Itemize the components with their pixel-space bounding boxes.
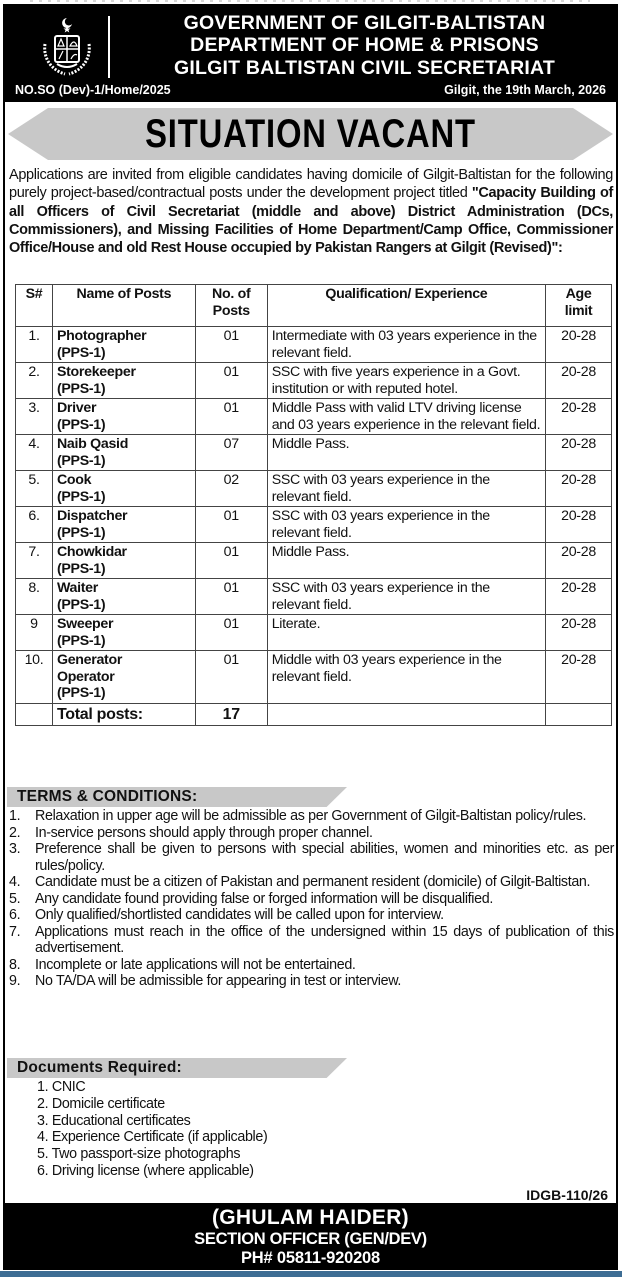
cell-no-of-posts: 01 (195, 651, 267, 704)
cell-no-of-posts: 07 (195, 435, 267, 471)
cell-age-limit: 20-28 (546, 615, 612, 651)
document-item: 6. Driving license (where applicable) (37, 1162, 254, 1179)
signatory-designation: SECTION OFFICER (GEN/DEV) (194, 1230, 427, 1248)
cell-qualification: Literate. (267, 615, 545, 651)
cell-age-limit: 20-28 (546, 579, 612, 615)
terms-item (9, 891, 614, 908)
cell-age-limit: 20-28 (546, 399, 612, 435)
terms-item (9, 924, 614, 957)
terms-item (9, 841, 614, 874)
post-grade: (PPS-1) (56, 452, 106, 469)
table-row (16, 579, 612, 615)
post-grade: (PPS-1) (56, 685, 106, 701)
cell-post-name (52, 399, 195, 435)
post-title: Waiter (56, 580, 98, 596)
cell-no-of-posts: 01 (195, 399, 267, 435)
cell-serial: 3. (16, 399, 53, 435)
terms-list (9, 808, 614, 990)
terms-item (9, 957, 614, 974)
terms-item-text: Only qualified/shortlisted candidates will be called upon for interview. (35, 907, 444, 923)
documents-list (37, 1079, 267, 1180)
terms-item-number: 1. (9, 808, 21, 824)
cell-age-limit: 20-28 (546, 471, 612, 507)
project-title: "Capacity Building of all Officers of Civil Secretariat (middle and above) District Administration (DCs, Commissioners), and Missing Facilities of Home Department/Camp Office, Commissioner Office/House and old Rest House occupied by Pakistan Rangers at Gilgit (Revised)": (9, 185, 613, 257)
cell-serial: 7. (16, 543, 53, 579)
post-grade: (PPS-1) (56, 524, 106, 541)
terms-heading-label: TERMS & CONDITIONS: (17, 788, 198, 805)
intro-paragraph (9, 166, 613, 257)
intro-text: Applications are invited from eligible candidates having domicile of Gilgit-Baltistan for the following purely project-based/contractual posts under the development project titled (9, 167, 613, 202)
cell-qualification: SSC with 03 years experience in the relevant field. (267, 579, 545, 615)
document-item: 1. CNIC (37, 1079, 86, 1095)
terms-item-text: Preference shall be given to persons with special abilities, women and minorities etc. as per rules/policy. (35, 841, 614, 874)
issue-date: Gilgit, the 19th March, 2026 (444, 83, 606, 97)
cell-post-name (52, 327, 195, 363)
cell-age-limit: 20-28 (546, 327, 612, 363)
terms-item-number: 8. (9, 956, 21, 973)
post-grade: (PPS-1) (56, 344, 106, 361)
cell-no-of-posts: 01 (195, 327, 267, 363)
post-grade: (PPS-1) (56, 380, 106, 397)
reference-number: NO.SO (Dev)-1/Home/2025 (15, 83, 171, 97)
table-row (16, 507, 612, 543)
signatory-name: (GHULAM HAIDER) (212, 1206, 409, 1229)
cell-no-of-posts: 01 (195, 579, 267, 615)
terms-item (9, 973, 614, 990)
cell-post-name (52, 543, 195, 579)
post-grade: (PPS-1) (56, 488, 106, 505)
cell-no-of-posts: 02 (195, 471, 267, 507)
post-grade: (PPS-1) (56, 632, 106, 649)
cell-serial: 4. (16, 435, 53, 471)
post-grade: (PPS-1) (56, 416, 106, 433)
cell-serial: 2. (16, 363, 53, 399)
documents-heading (7, 1058, 347, 1078)
cell-serial: 1. (16, 327, 53, 363)
table-row (16, 471, 612, 507)
cell-qualification: Middle Pass. (267, 543, 545, 579)
post-title: Photographer (56, 328, 147, 344)
table-row (16, 615, 612, 651)
post-grade: (PPS-1) (56, 560, 106, 577)
advertisement-frame (3, 4, 618, 1270)
cell-qualification: SSC with 03 years experience in the relevant field. (267, 507, 545, 543)
header-divider (108, 16, 110, 78)
cell-post-name (52, 579, 195, 615)
terms-item-number: 4. (9, 874, 21, 890)
cell-post-name (52, 471, 195, 507)
terms-item-number: 2. (9, 824, 21, 841)
total-value: 17 (195, 703, 267, 725)
terms-item-text: Incomplete or late applications will not be entertained. (35, 956, 356, 973)
table-row (16, 435, 612, 471)
terms-item (9, 874, 614, 891)
terms-item-number: 6. (9, 907, 21, 923)
table-row (16, 399, 612, 435)
government-emblem-icon (35, 14, 99, 78)
banner-title: SITUATION VACANT (145, 112, 476, 156)
cell-qualification: SSC with 03 years experience in the relevant field. (267, 471, 545, 507)
cell-qualification: SSC with five years experience in a Govt. institution or with reputed hotel. (267, 363, 545, 399)
terms-item-text: Candidate must be a citizen of Pakistan and permanent resident (domicile) of Gilgit-Baltistan. (35, 874, 591, 890)
cell-post-name (52, 507, 195, 543)
header-serial: S# (16, 285, 53, 327)
signatory-block (5, 1203, 616, 1268)
post-title: Naib Qasid (56, 436, 129, 452)
cell-no-of-posts: 01 (195, 543, 267, 579)
post-title: Storekeeper (56, 364, 136, 380)
cell-no-of-posts: 01 (195, 615, 267, 651)
cell-empty (546, 703, 612, 725)
header-age-limit (546, 285, 612, 327)
cell-post-name (52, 363, 195, 399)
total-label: Total posts: (52, 703, 195, 725)
cell-age-limit: 20-28 (546, 363, 612, 399)
table-row (16, 651, 612, 704)
ad-code: IDGB-110/26 (526, 1187, 608, 1203)
letterhead (5, 6, 616, 102)
document-item: 4. Experience Certificate (if applicable) (37, 1129, 268, 1146)
cell-post-name (52, 435, 195, 471)
cell-qualification: Middle Pass. (267, 435, 545, 471)
post-title: Sweeper (56, 616, 114, 632)
cell-no-of-posts: 01 (195, 363, 267, 399)
cell-serial: 9 (16, 615, 53, 651)
document-item: 2. Domicile certificate (37, 1095, 165, 1112)
cell-age-limit: 20-28 (546, 507, 612, 543)
terms-item-number: 3. (9, 841, 21, 857)
terms-item-text: No TA/DA will be admissible for appearing in test or interview. (35, 973, 401, 989)
post-title: Generator Operator (56, 652, 123, 685)
cell-empty (16, 703, 53, 725)
terms-item-text: Any candidate found providing false or forged information will be disqualified. (35, 890, 493, 907)
table-row (16, 543, 612, 579)
table-row (16, 363, 612, 399)
header-no-line1: No. of (212, 286, 251, 302)
terms-item-number: 9. (9, 973, 21, 989)
table-total-row (16, 703, 612, 725)
document-item: 5. Two passport-size photographs (37, 1146, 241, 1163)
bottom-edge-bar (0, 1271, 622, 1277)
terms-item-text: Applications must reach in the office of the undersigned within 15 days of publication of this advertisement. (35, 923, 614, 956)
cell-empty (267, 703, 545, 725)
cell-age-limit: 20-28 (546, 543, 612, 579)
post-grade: (PPS-1) (56, 596, 106, 613)
cell-age-limit: 20-28 (546, 435, 612, 471)
terms-item-text: Relaxation in upper age will be admissible as per Government of Gilgit-Baltistan policy/rules. (35, 808, 587, 824)
document-item: 3. Educational certificates (37, 1112, 191, 1129)
terms-item-number: 7. (9, 923, 21, 940)
documents-heading-label: Documents Required: (17, 1059, 182, 1076)
terms-item (9, 808, 614, 825)
cell-serial: 6. (16, 507, 53, 543)
post-title: Driver (56, 400, 97, 416)
cell-post-name (52, 651, 195, 704)
cell-serial: 5. (16, 471, 53, 507)
header-no-line2: Posts (212, 302, 250, 319)
terms-item-number: 5. (9, 890, 21, 907)
header-age-line1: Age (565, 286, 592, 302)
cell-qualification: Intermediate with 03 years experience in the relevant field. (267, 327, 545, 363)
terms-item-text: In-service persons should apply through proper channel. (35, 824, 373, 841)
header-age-line2: limit (564, 302, 593, 319)
header-no-of-posts (195, 285, 267, 327)
post-title: Cook (56, 472, 92, 488)
table-header-row (16, 285, 612, 327)
terms-heading (7, 787, 347, 807)
header-government: GOVERNMENT OF GILGIT-BALTISTAN (183, 12, 546, 34)
cell-no-of-posts: 01 (195, 507, 267, 543)
cell-serial: 10. (16, 651, 53, 704)
signatory-phone: PH# 05811-920208 (240, 1249, 380, 1267)
posts-table (15, 284, 612, 726)
header-name: Name of Posts (52, 285, 195, 327)
terms-item (9, 825, 614, 842)
post-title: Dispatcher (56, 508, 128, 524)
cell-age-limit: 20-28 (546, 651, 612, 704)
header-secretariat: GILGIT BALTISTAN CIVIL SECRETARIAT (174, 57, 555, 79)
cell-post-name (52, 615, 195, 651)
cell-qualification: Middle Pass with valid LTV driving license and 03 years experience in the relevant field. (267, 399, 545, 435)
cell-serial: 8. (16, 579, 53, 615)
header-qualification: Qualification/ Experience (267, 285, 545, 327)
post-title: Chowkidar (56, 544, 127, 560)
table-row (16, 327, 612, 363)
header-department: DEPARTMENT OF HOME & PRISONS (190, 34, 539, 56)
terms-item (9, 907, 614, 924)
cell-qualification: Middle with 03 years experience in the relevant field. (267, 651, 545, 704)
